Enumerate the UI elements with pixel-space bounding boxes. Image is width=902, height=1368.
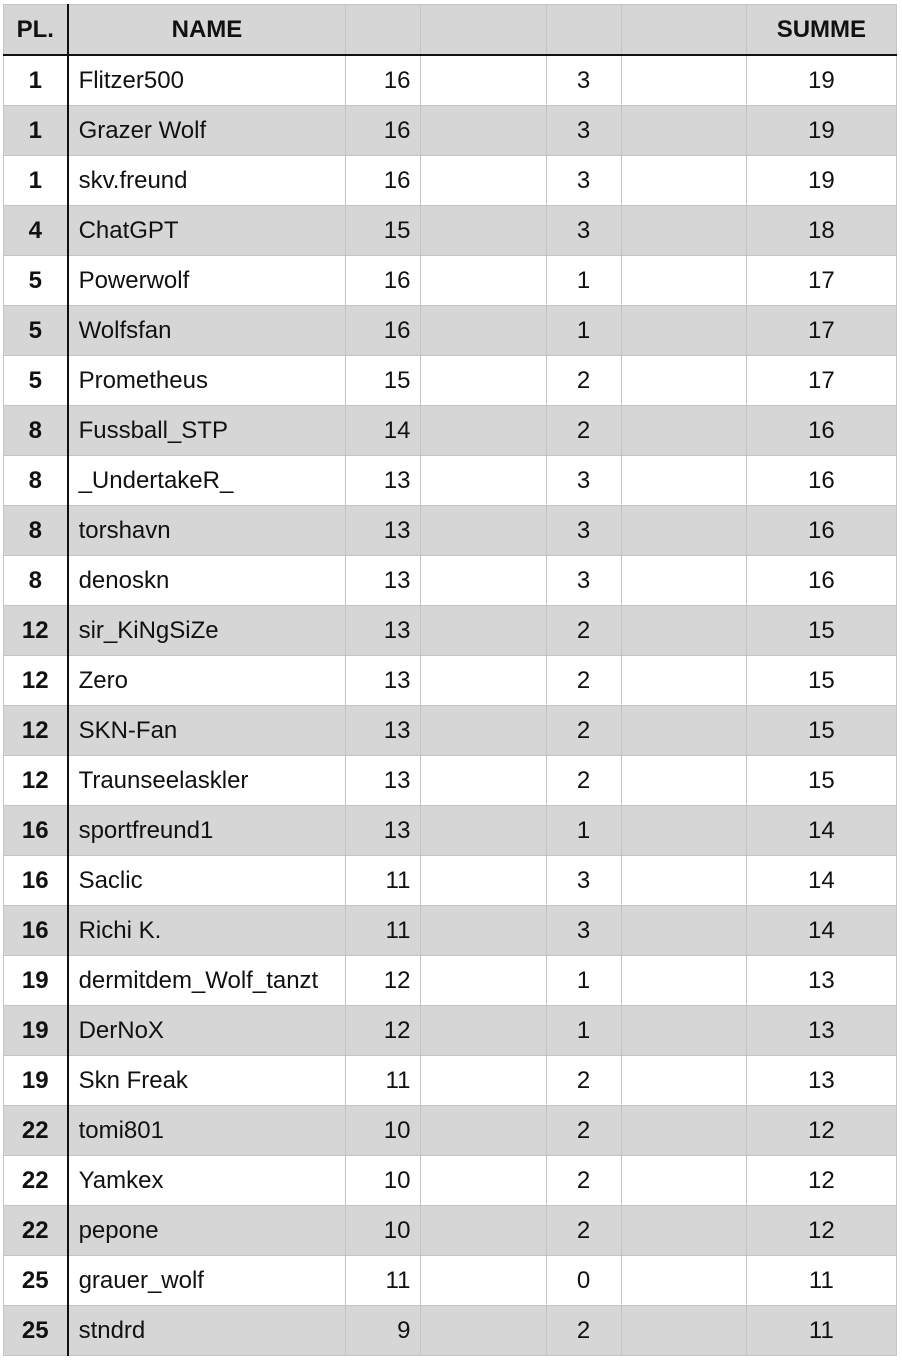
sum-cell: 14 (746, 806, 896, 856)
place-cell: 16 (4, 906, 68, 956)
name-cell: stndrd (68, 1306, 346, 1356)
name-cell: Richi K. (68, 906, 346, 956)
points-d-cell (621, 656, 746, 706)
sum-cell: 15 (746, 706, 896, 756)
points-b-cell (421, 1006, 546, 1056)
points-c-cell: 2 (546, 606, 621, 656)
sum-cell: 15 (746, 656, 896, 706)
place-cell: 5 (4, 356, 68, 406)
points-a-cell: 15 (346, 206, 421, 256)
table-row (4, 906, 897, 956)
points-a-cell: 16 (346, 106, 421, 156)
points-c-cell: 2 (546, 1056, 621, 1106)
place-cell: 12 (4, 756, 68, 806)
points-a-cell: 13 (346, 506, 421, 556)
place-cell: 16 (4, 856, 68, 906)
points-d-cell (621, 506, 746, 556)
points-b-cell (421, 906, 546, 956)
points-b-cell (421, 506, 546, 556)
points-b-cell (421, 1106, 546, 1156)
name-cell: Powerwolf (68, 256, 346, 306)
points-b-cell (421, 406, 546, 456)
sum-cell: 16 (746, 406, 896, 456)
place-cell: 1 (4, 106, 68, 156)
points-a-cell: 14 (346, 406, 421, 456)
points-c-cell: 3 (546, 506, 621, 556)
sum-cell: 13 (746, 1056, 896, 1106)
points-c-cell: 2 (546, 1156, 621, 1206)
table-row (4, 506, 897, 556)
sum-cell: 14 (746, 856, 896, 906)
name-cell: Prometheus (68, 356, 346, 406)
name-cell: _UndertakeR_ (68, 456, 346, 506)
header-row (4, 5, 897, 56)
table-row (4, 256, 897, 306)
points-c-cell: 1 (546, 806, 621, 856)
points-a-cell: 13 (346, 756, 421, 806)
points-a-cell: 9 (346, 1306, 421, 1356)
sum-cell: 17 (746, 356, 896, 406)
sum-cell: 16 (746, 506, 896, 556)
sum-cell: 15 (746, 756, 896, 806)
place-cell: 19 (4, 1056, 68, 1106)
points-c-cell: 3 (546, 906, 621, 956)
points-a-cell: 13 (346, 606, 421, 656)
points-b-cell (421, 106, 546, 156)
points-d-cell (621, 1306, 746, 1356)
points-d-cell (621, 156, 746, 206)
name-cell: Grazer Wolf (68, 106, 346, 156)
table-row (4, 706, 897, 756)
header-sum: SUMME (746, 5, 896, 56)
points-a-cell: 16 (346, 256, 421, 306)
points-b-cell (421, 1156, 546, 1206)
points-d-cell (621, 456, 746, 506)
sum-cell: 13 (746, 956, 896, 1006)
points-a-cell: 11 (346, 1256, 421, 1306)
points-c-cell: 1 (546, 306, 621, 356)
points-a-cell: 15 (346, 356, 421, 406)
table-row (4, 806, 897, 856)
points-c-cell: 0 (546, 1256, 621, 1306)
points-a-cell: 13 (346, 806, 421, 856)
place-cell: 22 (4, 1206, 68, 1256)
points-c-cell: 3 (546, 556, 621, 606)
points-d-cell (621, 1006, 746, 1056)
name-cell: sir_KiNgSiZe (68, 606, 346, 656)
points-a-cell: 10 (346, 1106, 421, 1156)
points-b-cell (421, 856, 546, 906)
sum-cell: 11 (746, 1256, 896, 1306)
points-c-cell: 2 (546, 406, 621, 456)
sum-cell: 13 (746, 1006, 896, 1056)
points-d-cell (621, 106, 746, 156)
name-cell: Flitzer500 (68, 55, 346, 106)
points-a-cell: 16 (346, 156, 421, 206)
points-b-cell (421, 806, 546, 856)
name-cell: Zero (68, 656, 346, 706)
sum-cell: 12 (746, 1206, 896, 1256)
sum-cell: 16 (746, 556, 896, 606)
place-cell: 8 (4, 456, 68, 506)
points-a-cell: 16 (346, 306, 421, 356)
table-header (4, 5, 897, 56)
header-col-d (621, 5, 746, 56)
table-row (4, 856, 897, 906)
name-cell: Fussball_STP (68, 406, 346, 456)
points-c-cell: 3 (546, 156, 621, 206)
table-row (4, 156, 897, 206)
points-b-cell (421, 756, 546, 806)
place-cell: 8 (4, 406, 68, 456)
table-row (4, 556, 897, 606)
points-c-cell: 2 (546, 1206, 621, 1256)
table-row (4, 1306, 897, 1356)
table-row (4, 306, 897, 356)
points-d-cell (621, 1206, 746, 1256)
header-name: NAME (68, 5, 346, 56)
points-a-cell: 12 (346, 956, 421, 1006)
points-b-cell (421, 656, 546, 706)
sum-cell: 15 (746, 606, 896, 656)
table-row (4, 1256, 897, 1306)
place-cell: 25 (4, 1256, 68, 1306)
points-b-cell (421, 356, 546, 406)
sum-cell: 18 (746, 206, 896, 256)
sum-cell: 12 (746, 1106, 896, 1156)
points-d-cell (621, 606, 746, 656)
place-cell: 16 (4, 806, 68, 856)
table-row (4, 756, 897, 806)
points-a-cell: 10 (346, 1206, 421, 1256)
table-row (4, 55, 897, 106)
points-c-cell: 3 (546, 856, 621, 906)
points-b-cell (421, 556, 546, 606)
points-b-cell (421, 706, 546, 756)
table-row (4, 1106, 897, 1156)
name-cell: DerNoX (68, 1006, 346, 1056)
sum-cell: 19 (746, 55, 896, 106)
name-cell: Saclic (68, 856, 346, 906)
points-b-cell (421, 606, 546, 656)
points-c-cell: 2 (546, 706, 621, 756)
points-b-cell (421, 156, 546, 206)
points-a-cell: 11 (346, 1056, 421, 1106)
points-b-cell (421, 306, 546, 356)
points-a-cell: 13 (346, 706, 421, 756)
place-cell: 8 (4, 556, 68, 606)
table-row (4, 956, 897, 1006)
points-d-cell (621, 556, 746, 606)
standings-table (3, 4, 897, 1356)
table-row (4, 1156, 897, 1206)
name-cell: Wolfsfan (68, 306, 346, 356)
name-cell: ChatGPT (68, 206, 346, 256)
points-c-cell: 2 (546, 356, 621, 406)
points-c-cell: 2 (546, 656, 621, 706)
points-d-cell (621, 806, 746, 856)
name-cell: tomi801 (68, 1106, 346, 1156)
points-d-cell (621, 306, 746, 356)
sum-cell: 19 (746, 156, 896, 206)
place-cell: 22 (4, 1106, 68, 1156)
place-cell: 5 (4, 306, 68, 356)
name-cell: Yamkex (68, 1156, 346, 1206)
points-a-cell: 10 (346, 1156, 421, 1206)
points-d-cell (621, 206, 746, 256)
points-a-cell: 11 (346, 856, 421, 906)
points-b-cell (421, 55, 546, 106)
sum-cell: 19 (746, 106, 896, 156)
points-c-cell: 3 (546, 206, 621, 256)
points-b-cell (421, 1056, 546, 1106)
name-cell: skv.freund (68, 156, 346, 206)
sum-cell: 17 (746, 306, 896, 356)
place-cell: 1 (4, 55, 68, 106)
points-d-cell (621, 256, 746, 306)
points-b-cell (421, 1256, 546, 1306)
place-cell: 12 (4, 656, 68, 706)
place-cell: 12 (4, 606, 68, 656)
points-d-cell (621, 706, 746, 756)
points-c-cell: 3 (546, 106, 621, 156)
points-d-cell (621, 1056, 746, 1106)
name-cell: torshavn (68, 506, 346, 556)
points-d-cell (621, 756, 746, 806)
sum-cell: 12 (746, 1156, 896, 1206)
points-d-cell (621, 1156, 746, 1206)
place-cell: 12 (4, 706, 68, 756)
place-cell: 19 (4, 1006, 68, 1056)
table-row (4, 606, 897, 656)
header-col-b (421, 5, 546, 56)
name-cell: SKN-Fan (68, 706, 346, 756)
table-body (4, 55, 897, 1356)
table-row (4, 1056, 897, 1106)
points-a-cell: 13 (346, 656, 421, 706)
place-cell: 4 (4, 206, 68, 256)
points-c-cell: 2 (546, 756, 621, 806)
name-cell: sportfreund1 (68, 806, 346, 856)
points-a-cell: 12 (346, 1006, 421, 1056)
sum-cell: 16 (746, 456, 896, 506)
place-cell: 8 (4, 506, 68, 556)
points-b-cell (421, 956, 546, 1006)
table-row (4, 356, 897, 406)
place-cell: 25 (4, 1306, 68, 1356)
points-d-cell (621, 906, 746, 956)
table-row (4, 106, 897, 156)
table-row (4, 456, 897, 506)
points-a-cell: 13 (346, 456, 421, 506)
table-row (4, 206, 897, 256)
points-b-cell (421, 206, 546, 256)
table-row (4, 406, 897, 456)
points-a-cell: 13 (346, 556, 421, 606)
points-c-cell: 2 (546, 1306, 621, 1356)
name-cell: Skn Freak (68, 1056, 346, 1106)
header-col-c (546, 5, 621, 56)
points-a-cell: 16 (346, 55, 421, 106)
sum-cell: 11 (746, 1306, 896, 1356)
name-cell: grauer_wolf (68, 1256, 346, 1306)
name-cell: dermitdem_Wolf_tanzt (68, 956, 346, 1006)
points-d-cell (621, 1256, 746, 1306)
points-a-cell: 11 (346, 906, 421, 956)
place-cell: 5 (4, 256, 68, 306)
name-cell: denoskn (68, 556, 346, 606)
points-c-cell: 2 (546, 1106, 621, 1156)
name-cell: pepone (68, 1206, 346, 1256)
points-b-cell (421, 1206, 546, 1256)
sum-cell: 14 (746, 906, 896, 956)
points-c-cell: 1 (546, 956, 621, 1006)
table-row (4, 1206, 897, 1256)
points-b-cell (421, 456, 546, 506)
header-col-a (346, 5, 421, 56)
points-d-cell (621, 356, 746, 406)
place-cell: 19 (4, 956, 68, 1006)
points-b-cell (421, 256, 546, 306)
points-b-cell (421, 1306, 546, 1356)
points-d-cell (621, 55, 746, 106)
points-c-cell: 1 (546, 1006, 621, 1056)
header-place: PL. (4, 5, 68, 56)
table-row (4, 656, 897, 706)
points-c-cell: 3 (546, 55, 621, 106)
name-cell: Traunseelaskler (68, 756, 346, 806)
sum-cell: 17 (746, 256, 896, 306)
table-row (4, 1006, 897, 1056)
points-c-cell: 3 (546, 456, 621, 506)
points-d-cell (621, 406, 746, 456)
points-c-cell: 1 (546, 256, 621, 306)
place-cell: 22 (4, 1156, 68, 1206)
points-d-cell (621, 1106, 746, 1156)
points-d-cell (621, 956, 746, 1006)
points-d-cell (621, 856, 746, 906)
place-cell: 1 (4, 156, 68, 206)
